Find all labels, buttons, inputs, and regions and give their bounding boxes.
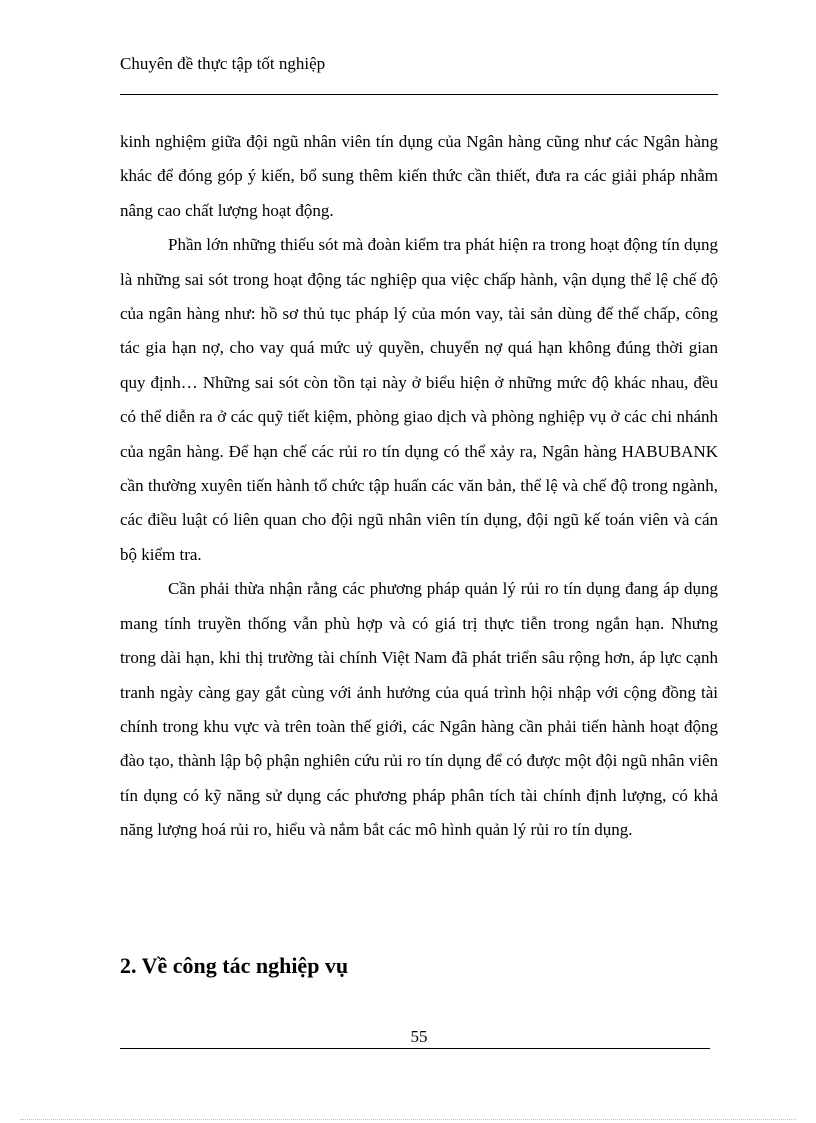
section-heading: 2. Về công tác nghiệp vụ: [120, 953, 349, 978]
body-text: [120, 125, 718, 848]
paragraph-shortcomings: Phần lớn những thiếu sót mà đoàn kiểm tra phát hiện ra trong hoạt động tín dụng là những sai sót trong hoạt động tác nghiệp qua việc chấp hành, vận dụng thể lệ chế độ của ngân hàng như: hồ sơ thủ tục pháp lý của món vay, tài sản dùng để thế chấp, công tác gia hạn nợ, cho vay quá mức uỷ quyền, chuyển nợ quá hạn không đúng thời gian quy định… Những sai sót còn tồn tại này ở biểu hiện ở những mức độ khác nhau, đều có thể diễn ra ở các quỹ tiết kiệm, phòng giao dịch và phòng nghiệp vụ ở các chi nhánh của ngân hàng. Để hạn chế các rủi ro tín dụng có thể xảy ra, Ngân hàng HABUBANK cần thường xuyên tiến hành tổ chức tập huấn các văn bản, thể lệ và chế độ trong ngành, các điều luật có liên quan cho đội ngũ nhân viên tín dụng, đội ngũ kế toán viên và cán bộ kiểm tra.: [120, 235, 718, 564]
running-header: Chuyên đề thực tập tốt nghiệp: [120, 54, 326, 73]
paragraph-continuation: kinh nghiệm giữa đội ngũ nhân viên tín dụng của Ngân hàng cũng như các Ngân hàng khác để đóng góp ý kiến, bổ sung thêm kiến thức cần thiết, đưa ra các giải pháp nhằm nâng cao chất lượng hoạt động.: [120, 132, 718, 220]
page-number: 55: [410, 1027, 428, 1046]
header-rule: [120, 94, 718, 95]
footer-rule: [120, 1048, 710, 1049]
page-bottom-border: [20, 1119, 796, 1120]
paragraph-risk-methods: Cần phải thừa nhận rằng các phương pháp quản lý rủi ro tín dụng đang áp dụng mang tính truyền thống vẫn phù hợp và có giá trị thực tiễn trong ngắn hạn. Nhưng trong dài hạn, khi thị trường tài chính Việt Nam đã phát triển sâu rộng hơn, áp lực cạnh tranh ngày càng gay gắt cùng với ảnh hưởng của quá trình hội nhập với cộng đồng tài chính trong khu vực và trên toàn thế giới, các Ngân hàng cần phải tiến hành hoạt động đào tạo, thành lập bộ phận nghiên cứu rủi ro tín dụng để có được một đội ngũ nhân viên tín dụng có kỹ năng sử dụng các phương pháp phân tích tài chính định lượng, có khả năng lượng hoá rủi ro, hiểu và nắm bắt các mô hình quản lý rủi ro tín dụng.: [120, 579, 718, 840]
